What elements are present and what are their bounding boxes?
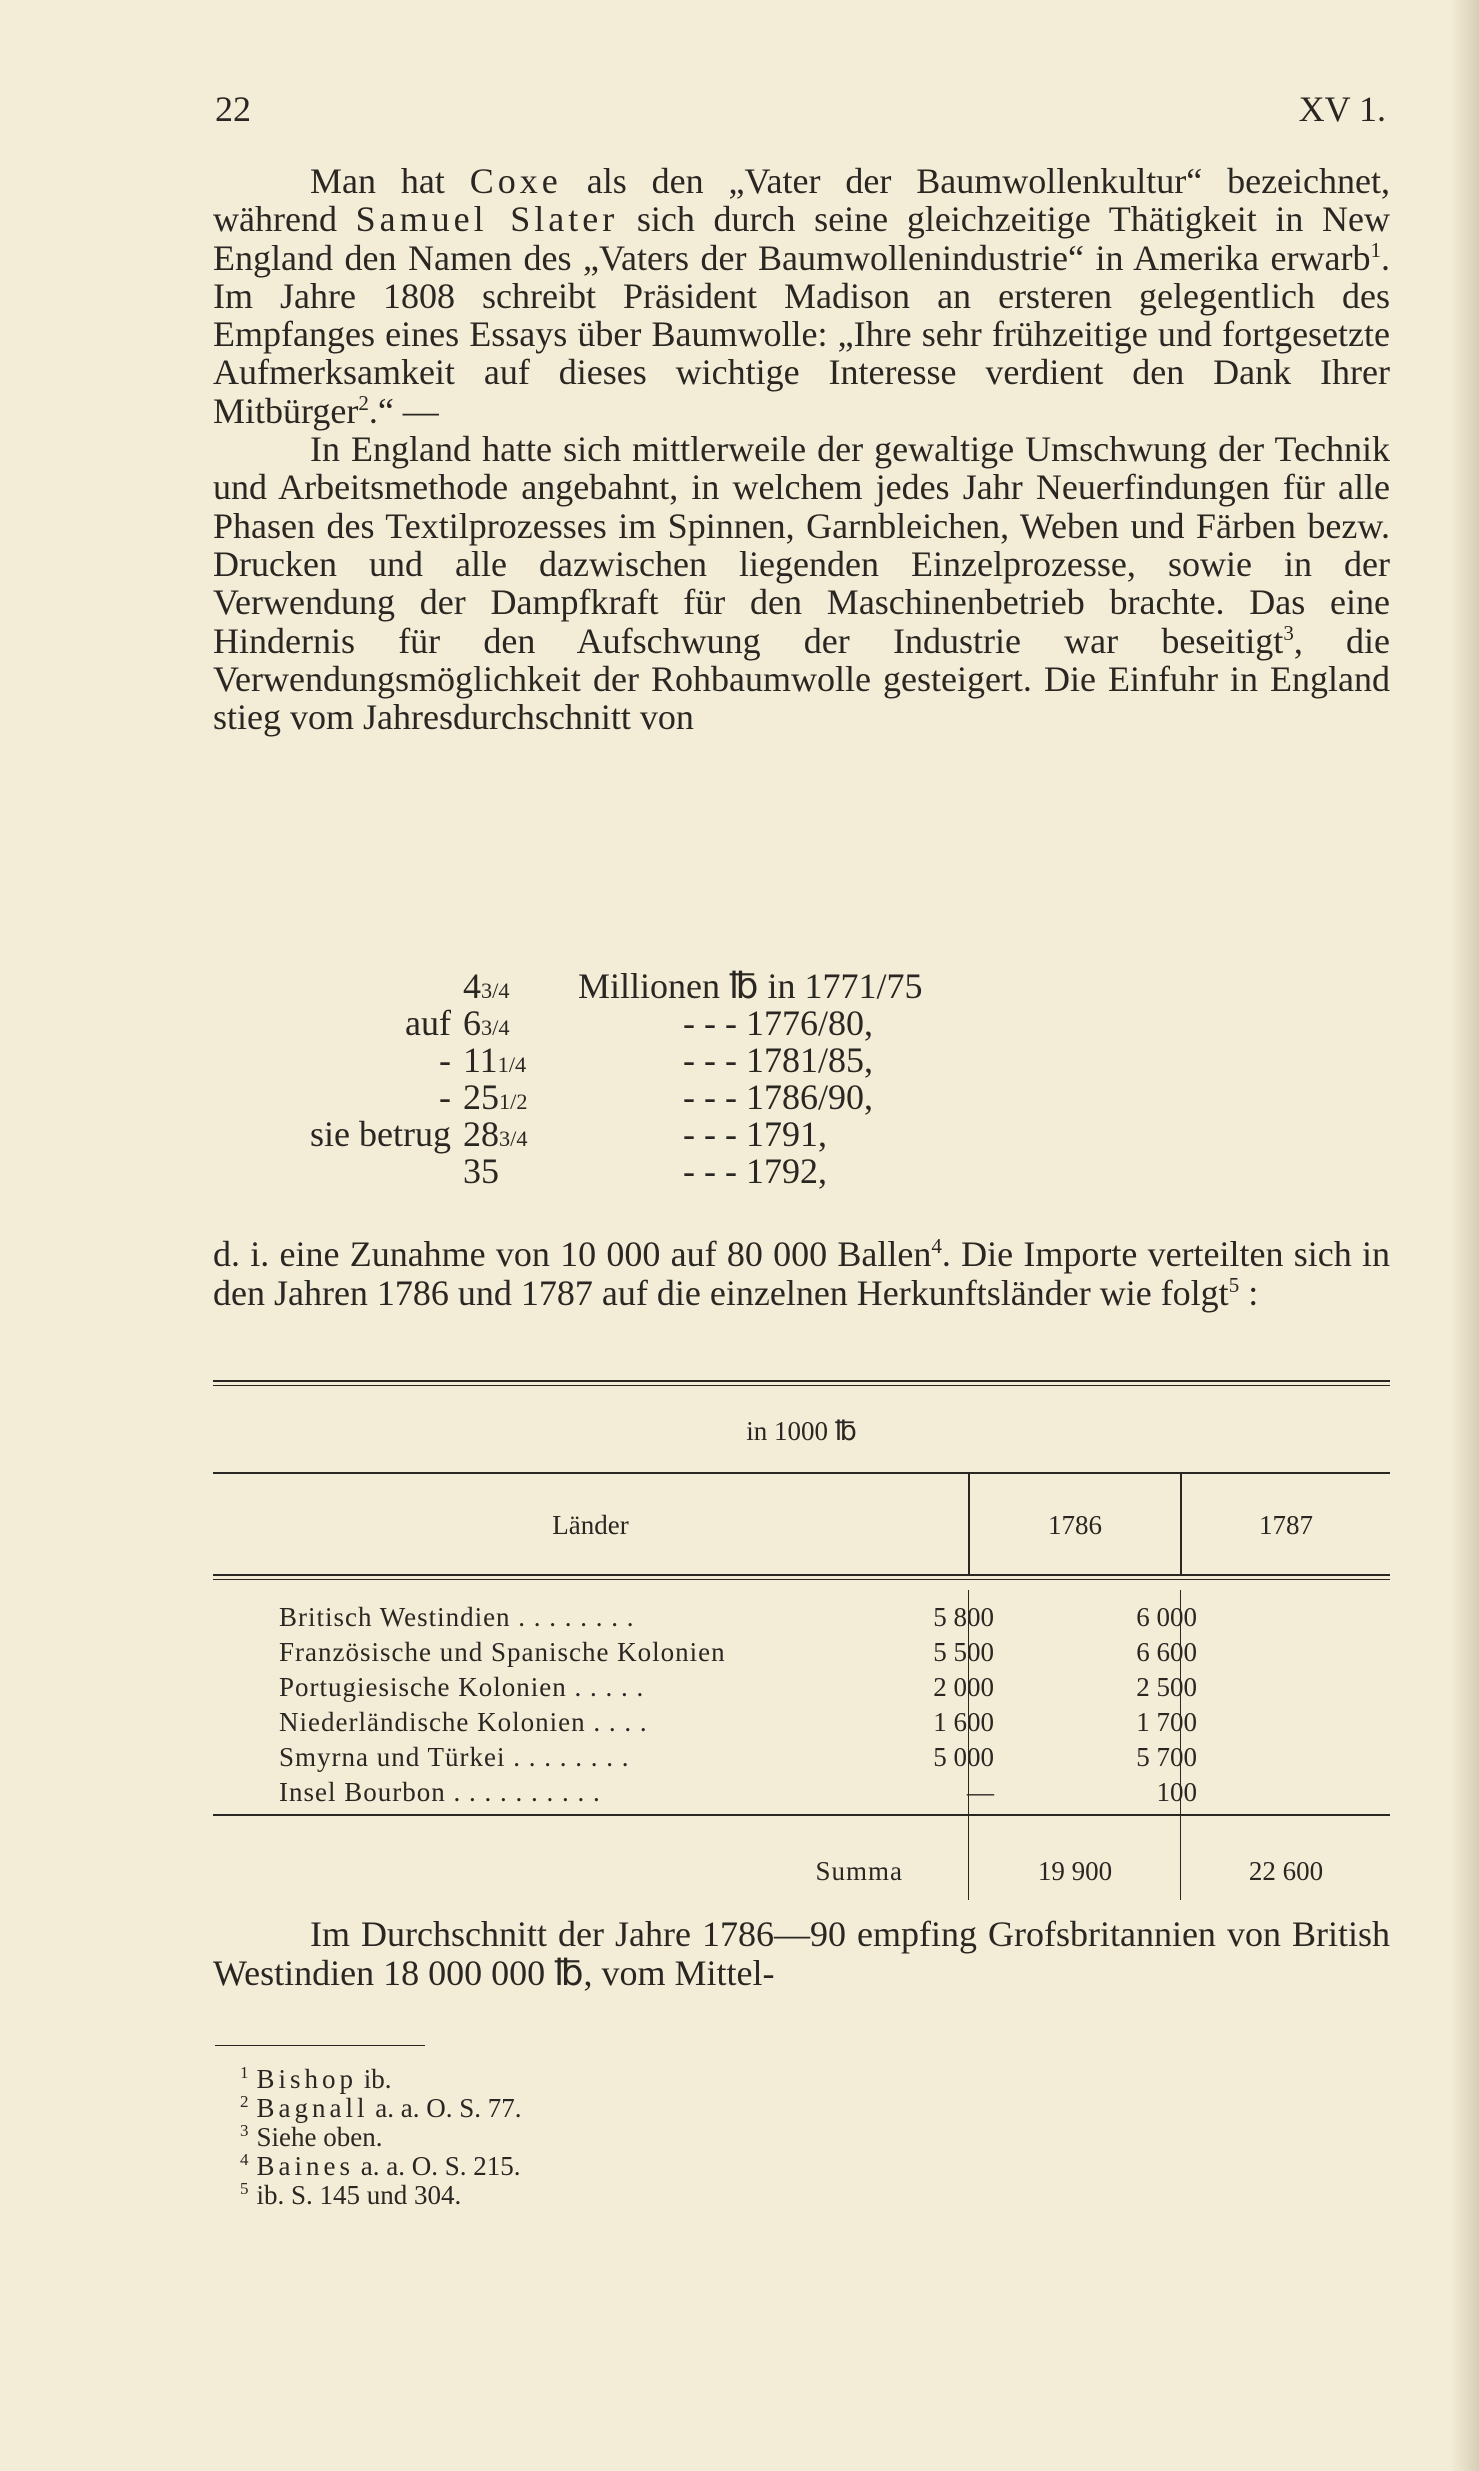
footnote: $^5$ ib. S. 145 und 304.	[240, 2179, 462, 2210]
footnote-ref: 3	[1283, 620, 1294, 645]
import-row: 43/4 Millionen ℔ in 1771/75	[463, 966, 923, 1006]
column-header: 1786	[1048, 1510, 1102, 1540]
footnote-rule	[215, 2045, 425, 2046]
footnote-ref: 1	[1370, 237, 1381, 262]
paragraph-3: d. i. eine Zunahme von 10 000 auf 80 000 Ballen$^4$. Die Importe verteilten sich in den Jahren 1786 und 1787 auf die einzelnen Herkunftsländer wie folgt$^5$ :	[213, 1234, 1390, 1313]
footnote: $^4$ Baines a. a. O. S. 215.	[240, 2150, 521, 2181]
footnote-ref: 4	[931, 1234, 942, 1258]
paragraph-1: Man hat Coxe als den „Vater der Baumwollenkultur“ bezeichnet, während Samuel Slater sich durch seine gleichzeitige Thätigkeit in New England den Namen des „Vaters der Baumwollenindustrie“ in Amerika erwarb$^1$. Im Jahre 1808 schreibt Präsident Madison an ersteren gelegentlich des Empfanges eines Essays über Baumwolle: „Ihre sehr frühzeitige und fortgesetzte Aufmerksamkeit auf dieses wichtige Interesse verdient den Dank Ihrer Mitbürger$^2$.“ —	[213, 161, 1390, 431]
sum-1787: 22 600	[1248, 1856, 1324, 1886]
footnote-ref: 2	[358, 390, 369, 415]
paragraph-2: In England hatte sich mittlerweile der gewaltige Umschwung der Technik und Arbeitsmethode angebahnt, in welchem jedes Jahr Neuerfindungen für alle Phasen des Textilprozesses im Spinnen, Garnbleichen, Weben und Färben bezw. Drucken und alle dazwischen liegenden Einzelprozesse, sowie in der Verwendung der Dampfkraft für den Maschinenbetrieb brachte. Das eine Hindernis für den Aufschwung der Industrie war beseitigt$^3$, die Verwendungsmöglichkeit der Rohbaumwolle gesteigert. Die Einfuhr in England stieg vom Jahresdurchschnitt von	[213, 429, 1391, 738]
import-row: - 251/2 - - - 1786/90,	[439, 1077, 873, 1117]
sum-1786: 19 900	[1037, 1856, 1113, 1886]
footnotes	[240, 2065, 521, 2210]
footnote: $^2$ Bagnall a. a. O. S. 77.	[240, 2092, 522, 2123]
import-row: sie betrug 283/4 - - - 1791,	[310, 1114, 827, 1154]
section-marker: XV 1.	[1298, 89, 1386, 129]
page-number: 22	[215, 89, 251, 129]
column-header: 1787	[1259, 1510, 1313, 1540]
main-text	[213, 162, 1390, 736]
person-name: Samuel Slater	[355, 199, 619, 240]
footnote: $^1$ Bishop ib.	[240, 2063, 392, 2094]
footnote-ref: 5	[1228, 1272, 1240, 1297]
table-caption: in 1000 ℔	[746, 1416, 857, 1446]
footnote: $^3$ Siehe oben.	[240, 2121, 383, 2152]
paragraph-4: Im Durchschnitt der Jahre 1786—90 empfing Grofsbritannien von British Westindien 18 000 000 ℔, vom Mittel-	[213, 1914, 1390, 1993]
person-name: Coxe	[469, 161, 562, 201]
import-row: 35 - - - 1792,	[463, 1151, 827, 1191]
import-row: auf 63/4 - - - 1776/80,	[405, 1003, 873, 1043]
import-row: - 111/4 - - - 1781/85,	[439, 1040, 873, 1080]
import-table: in 1000 ℔ Länder 1786 1787 Britisch Westindien . . . . . . . . 5 800 6 000 Französische und Spanische Kolonien 5 500 6 600 Portugiesische Kolonien . . . . . 2 000 2 500 Niederländische Kolonien . . . . 1 600 1 700 Smyrna und Türkei . . . . . . . . 5 000 5 700 Insel Bourbon . . . . . . . . . . — 100 Summa 19 900 22 600	[213, 1380, 1390, 1900]
page-edge-shadow	[1451, 0, 1479, 2471]
sum-label: Summa	[815, 1856, 903, 1886]
column-header: Länder	[552, 1510, 629, 1540]
